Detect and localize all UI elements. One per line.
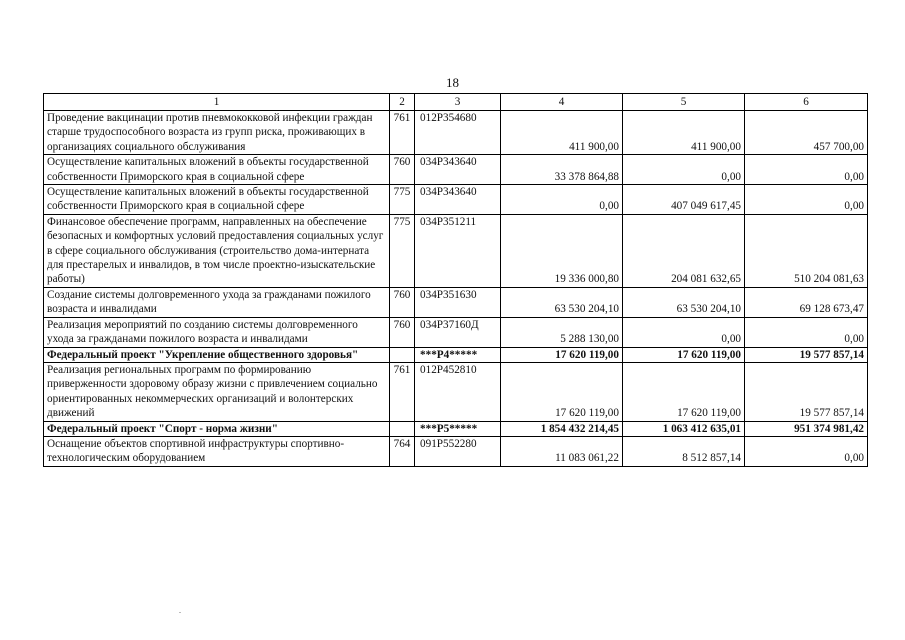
- code-cell: 034Р351211: [415, 214, 501, 287]
- value-col5-cell: 8 512 857,14: [623, 436, 745, 466]
- code-cell: 034Р343640: [415, 155, 501, 185]
- grbs-cell: 761: [390, 362, 415, 421]
- grbs-cell: [390, 421, 415, 436]
- value-col5-cell: 1 063 412 635,01: [623, 421, 745, 436]
- scan-artifact: [179, 612, 181, 613]
- value-col5-cell: 411 900,00: [623, 111, 745, 155]
- code-cell: 012Р452810: [415, 362, 501, 421]
- value-col5-cell: 0,00: [623, 155, 745, 185]
- page-number: 18: [446, 75, 459, 90]
- value-col6-cell: 510 204 081,63: [745, 214, 868, 287]
- grbs-cell: [390, 347, 415, 362]
- value-col5-cell: 407 049 617,45: [623, 185, 745, 215]
- column-header: 4: [501, 94, 623, 111]
- value-col4-cell: 63 530 204,10: [501, 287, 623, 317]
- value-col4-cell: 5 288 130,00: [501, 317, 623, 347]
- value-col6-cell: 19 577 857,14: [745, 347, 868, 362]
- value-col6-cell: 951 374 981,42: [745, 421, 868, 436]
- value-col4-cell: 0,00: [501, 185, 623, 215]
- value-col5-cell: 17 620 119,00: [623, 347, 745, 362]
- name-cell: Реализация региональных программ по формированию приверженности здоровому образу жизни с привлечением социально ориентированных некоммерческих организаций и волонтерских движений: [44, 362, 390, 421]
- column-header: 5: [623, 94, 745, 111]
- table-row: [44, 317, 868, 347]
- value-col5-cell: 0,00: [623, 317, 745, 347]
- name-cell: Оснащение объектов спортивной инфраструктуры спортивно-технологическим оборудованием: [44, 436, 390, 466]
- name-cell: Реализация мероприятий по созданию системы долговременного ухода за гражданами пожилого возраста и инвалидами: [44, 317, 390, 347]
- code-cell: 034Р37160Д: [415, 317, 501, 347]
- name-cell: Федеральный проект "Укрепление общественного здоровья": [44, 347, 390, 362]
- grbs-cell: 775: [390, 214, 415, 287]
- value-col6-cell: 69 128 673,47: [745, 287, 868, 317]
- name-cell: Осуществление капитальных вложений в объекты государственной собственности Приморского края в социальной сфере: [44, 155, 390, 185]
- value-col4-cell: 19 336 000,80: [501, 214, 623, 287]
- table-row: [44, 362, 868, 421]
- name-cell: Осуществление капитальных вложений в объекты государственной собственности Приморского края в социальной сфере: [44, 185, 390, 215]
- value-col4-cell: 17 620 119,00: [501, 347, 623, 362]
- value-col5-cell: 17 620 119,00: [623, 362, 745, 421]
- code-cell: 012Р354680: [415, 111, 501, 155]
- value-col4-cell: 11 083 061,22: [501, 436, 623, 466]
- grbs-cell: 760: [390, 155, 415, 185]
- table-row: [44, 111, 868, 155]
- value-col6-cell: 0,00: [745, 155, 868, 185]
- value-col5-cell: 204 081 632,65: [623, 214, 745, 287]
- code-cell: 034Р343640: [415, 185, 501, 215]
- table-row: [44, 287, 868, 317]
- grbs-cell: 764: [390, 436, 415, 466]
- code-cell: ***Р4*****: [415, 347, 501, 362]
- name-cell: Федеральный проект "Спорт - норма жизни": [44, 421, 390, 436]
- value-col4-cell: 411 900,00: [501, 111, 623, 155]
- name-cell: Финансовое обеспечение программ, направленных на обеспечение безопасных и комфортных условий предоставления социальных услуг в сфере социального обслуживания (строительство дома-интерната для престарелых и инвалидов, в том числе проектно-изыскательские работы): [44, 214, 390, 287]
- column-header: 2: [390, 94, 415, 111]
- table-row: [44, 214, 868, 287]
- table-row: [44, 185, 868, 215]
- table-row: [44, 347, 868, 362]
- code-cell: ***Р5*****: [415, 421, 501, 436]
- value-col6-cell: 0,00: [745, 317, 868, 347]
- grbs-cell: 760: [390, 287, 415, 317]
- value-col4-cell: 17 620 119,00: [501, 362, 623, 421]
- grbs-cell: 760: [390, 317, 415, 347]
- grbs-cell: 761: [390, 111, 415, 155]
- value-col6-cell: 0,00: [745, 436, 868, 466]
- table-row: [44, 155, 868, 185]
- value-col4-cell: 1 854 432 214,45: [501, 421, 623, 436]
- name-cell: Проведение вакцинации против пневмококковой инфекции граждан старше трудоспособного возраста из групп риска, проживающих в организациях социального обслуживания: [44, 111, 390, 155]
- budget-table: [43, 93, 868, 467]
- value-col6-cell: 19 577 857,14: [745, 362, 868, 421]
- code-cell: 091Р552280: [415, 436, 501, 466]
- name-cell: Создание системы долговременного ухода за гражданами пожилого возраста и инвалидами: [44, 287, 390, 317]
- value-col6-cell: 0,00: [745, 185, 868, 215]
- table-header-row: [44, 94, 868, 111]
- table-row: [44, 436, 868, 466]
- value-col5-cell: 63 530 204,10: [623, 287, 745, 317]
- column-header: 6: [745, 94, 868, 111]
- grbs-cell: 775: [390, 185, 415, 215]
- column-header: 1: [44, 94, 390, 111]
- value-col4-cell: 33 378 864,88: [501, 155, 623, 185]
- value-col6-cell: 457 700,00: [745, 111, 868, 155]
- column-header: 3: [415, 94, 501, 111]
- code-cell: 034Р351630: [415, 287, 501, 317]
- table-row: [44, 421, 868, 436]
